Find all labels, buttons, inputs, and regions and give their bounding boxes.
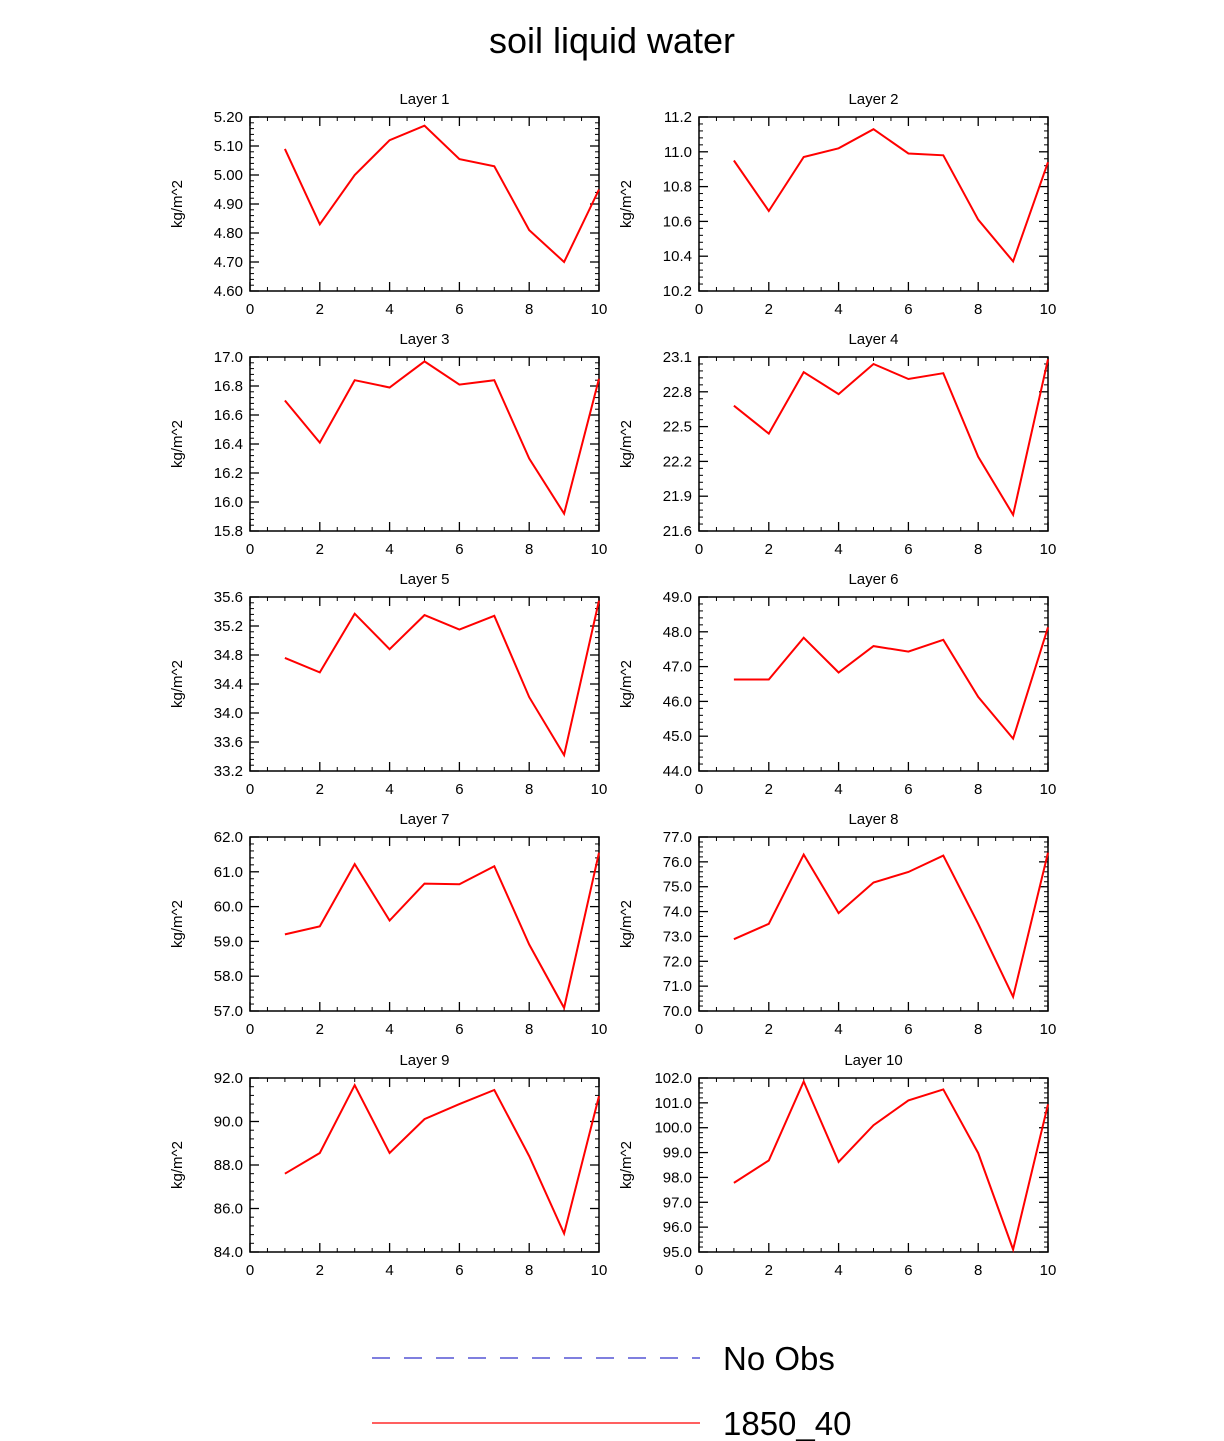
y-tick-label: 44.0 [662, 763, 692, 780]
x-tick-label: 6 [455, 1021, 464, 1038]
y-tick-label: 4.70 [213, 254, 243, 271]
x-tick-label: 0 [245, 1262, 255, 1279]
x-tick-label: 6 [904, 781, 913, 798]
y-tick-label: 88.0 [213, 1157, 243, 1174]
y-tick-label: 75.0 [662, 878, 692, 896]
x-tick-label: 0 [694, 541, 704, 558]
plot-frame [699, 1078, 1048, 1252]
y-tick-label: 10.4 [662, 248, 692, 266]
y-tick-label: 21.9 [662, 488, 692, 506]
subplot-layer-8 [618, 811, 1056, 1038]
subplot-layer-3 [169, 331, 607, 558]
y-axis-label: kg/m^2 [169, 420, 186, 468]
y-tick-label: 84.0 [213, 1244, 243, 1261]
x-tick-label: 2 [764, 1262, 773, 1279]
plot-frame [699, 597, 1048, 771]
subplot-title: Layer 7 [399, 811, 450, 828]
x-tick-label: 6 [904, 1262, 913, 1279]
x-tick-label: 10 [1039, 1021, 1057, 1038]
x-tick-label: 10 [1039, 301, 1057, 318]
y-tick-label: 5.00 [213, 167, 243, 184]
x-tick-label: 6 [455, 301, 464, 318]
x-tick-label: 4 [385, 541, 394, 558]
plot-frame [250, 597, 599, 771]
y-tick-label: 73.0 [662, 928, 692, 946]
subplot-title: Layer 9 [399, 1052, 450, 1069]
subplot-layer-2 [618, 91, 1056, 318]
subplot-layer-10 [618, 1052, 1056, 1279]
y-tick-label: 86.0 [213, 1200, 243, 1218]
x-tick-label: 8 [525, 1021, 534, 1038]
subplot-title: Layer 3 [399, 331, 450, 348]
y-tick-label: 98.0 [662, 1169, 692, 1187]
series-line [734, 1082, 1048, 1250]
y-tick-label: 61.0 [213, 863, 243, 881]
x-tick-label: 4 [834, 1262, 843, 1279]
plot-frame [699, 357, 1048, 531]
x-tick-label: 2 [315, 781, 324, 798]
y-tick-label: 10.2 [662, 283, 692, 300]
x-tick-label: 2 [764, 781, 773, 798]
y-tick-label: 10.6 [662, 213, 692, 231]
subplot-layer-9 [169, 1052, 607, 1279]
series-line [734, 853, 1048, 997]
y-tick-label: 76.0 [662, 853, 692, 871]
y-tick-label: 45.0 [662, 728, 692, 746]
x-tick-label: 6 [455, 1262, 464, 1279]
y-tick-label: 5.20 [213, 109, 243, 126]
y-tick-label: 57.0 [213, 1003, 243, 1020]
y-tick-label: 74.0 [662, 903, 692, 921]
plot-frame [250, 1078, 599, 1252]
y-tick-label: 16.4 [213, 436, 243, 453]
x-tick-label: 2 [315, 1262, 324, 1279]
x-tick-label: 10 [590, 541, 608, 558]
x-tick-label: 6 [904, 301, 913, 318]
y-tick-label: 34.8 [213, 647, 243, 664]
y-tick-label: 33.2 [213, 763, 243, 780]
subplot-title: Layer 4 [848, 331, 899, 348]
x-tick-label: 4 [385, 1262, 394, 1279]
y-tick-label: 59.0 [213, 933, 243, 951]
legend-label-1: No Obs [723, 1340, 835, 1377]
plot-frame [699, 837, 1048, 1011]
subplot-layer-6 [618, 571, 1056, 798]
y-tick-label: 58.0 [213, 968, 243, 986]
y-tick-label: 100.0 [654, 1119, 692, 1137]
legend [372, 1340, 851, 1441]
y-axis-label: kg/m^2 [618, 660, 635, 708]
x-tick-label: 6 [904, 1021, 913, 1038]
y-tick-label: 72.0 [662, 953, 692, 971]
y-tick-label: 4.90 [213, 196, 243, 213]
y-tick-label: 70.0 [662, 1003, 692, 1020]
x-tick-label: 0 [694, 1262, 704, 1279]
y-tick-label: 96.0 [662, 1219, 692, 1237]
y-tick-label: 4.80 [213, 225, 243, 242]
y-axis-label: kg/m^2 [618, 1141, 635, 1189]
y-tick-label: 5.10 [213, 138, 243, 155]
y-tick-label: 97.0 [662, 1194, 692, 1212]
y-tick-label: 16.6 [213, 407, 243, 424]
y-axis-label: kg/m^2 [618, 180, 635, 228]
x-tick-label: 10 [590, 781, 608, 798]
x-tick-label: 10 [1039, 541, 1057, 558]
series-line [285, 361, 599, 513]
subplot-layer-7 [169, 811, 607, 1038]
x-tick-label: 4 [834, 541, 843, 558]
x-tick-label: 6 [455, 781, 464, 798]
x-tick-label: 2 [315, 541, 324, 558]
y-tick-label: 99.0 [662, 1144, 692, 1162]
subplot-title: Layer 5 [399, 571, 450, 588]
subplot-title: Layer 8 [848, 811, 899, 828]
x-tick-label: 8 [974, 781, 983, 798]
subplot-title: Layer 1 [399, 91, 450, 108]
series-line [734, 129, 1048, 261]
series-line [734, 359, 1048, 515]
y-tick-label: 11.0 [663, 143, 692, 161]
subplot-title: Layer 2 [848, 91, 899, 108]
series-line [285, 1085, 599, 1233]
y-tick-label: 35.2 [213, 618, 243, 635]
y-tick-label: 34.0 [213, 705, 243, 722]
y-axis-label: kg/m^2 [618, 900, 635, 948]
x-tick-label: 4 [834, 781, 843, 798]
x-tick-label: 0 [245, 541, 255, 558]
x-tick-label: 0 [694, 301, 704, 318]
x-tick-label: 4 [385, 1021, 394, 1038]
x-tick-label: 2 [315, 1021, 324, 1038]
plot-frame [250, 117, 599, 291]
y-tick-label: 15.8 [213, 523, 243, 540]
subplot-layer-4 [618, 331, 1056, 558]
subplot-title: Layer 10 [844, 1052, 903, 1069]
y-tick-label: 11.2 [663, 109, 692, 126]
y-tick-label: 102.0 [654, 1070, 692, 1087]
series-line [285, 601, 599, 756]
plot-frame [699, 117, 1048, 291]
y-axis-label: kg/m^2 [169, 900, 186, 948]
subplot-layer-1 [169, 91, 607, 318]
y-tick-label: 77.0 [662, 829, 692, 846]
y-tick-label: 48.0 [662, 623, 692, 641]
y-tick-label: 10.8 [662, 178, 692, 196]
plot-frame [250, 357, 599, 531]
y-tick-label: 90.0 [213, 1113, 243, 1131]
subplot-layer-5 [169, 571, 607, 798]
y-tick-label: 21.6 [662, 523, 692, 540]
x-tick-label: 10 [1039, 1262, 1057, 1279]
x-tick-label: 0 [245, 781, 255, 798]
x-tick-label: 8 [525, 781, 534, 798]
y-tick-label: 60.0 [213, 898, 243, 916]
x-tick-label: 4 [385, 301, 394, 318]
y-axis-label: kg/m^2 [169, 660, 186, 708]
x-tick-label: 2 [764, 541, 773, 558]
x-tick-label: 8 [525, 1262, 534, 1279]
y-axis-label: kg/m^2 [618, 420, 635, 468]
y-tick-label: 92.0 [213, 1070, 243, 1087]
x-tick-label: 2 [315, 301, 324, 318]
x-tick-label: 6 [455, 541, 464, 558]
x-tick-label: 10 [590, 1021, 608, 1038]
y-tick-label: 22.2 [662, 453, 692, 471]
x-tick-label: 0 [694, 1021, 704, 1038]
y-tick-label: 35.6 [213, 589, 243, 606]
x-tick-label: 8 [974, 541, 983, 558]
x-tick-label: 10 [590, 1262, 608, 1279]
subplot-title: Layer 6 [848, 571, 899, 588]
y-tick-label: 17.0 [213, 349, 243, 366]
y-tick-label: 16.8 [213, 378, 243, 395]
series-line [734, 627, 1048, 738]
page-title: soil liquid water [488, 20, 736, 61]
y-tick-label: 23.1 [662, 349, 692, 366]
y-tick-label: 95.0 [662, 1244, 692, 1261]
y-tick-label: 62.0 [213, 829, 243, 846]
x-tick-label: 10 [1039, 781, 1057, 798]
legend-label-2: 1850_40 [723, 1405, 852, 1441]
y-tick-label: 16.0 [213, 494, 243, 511]
plot-frame [250, 837, 599, 1011]
y-tick-label: 16.2 [213, 465, 243, 482]
y-tick-label: 49.0 [662, 589, 692, 606]
y-tick-label: 47.0 [662, 658, 692, 676]
x-tick-label: 10 [590, 301, 608, 318]
y-tick-label: 4.60 [213, 283, 243, 300]
x-tick-label: 8 [974, 301, 983, 318]
x-tick-label: 4 [834, 301, 843, 318]
x-tick-label: 8 [525, 541, 534, 558]
x-tick-label: 2 [764, 1021, 773, 1038]
x-tick-label: 0 [245, 301, 255, 318]
y-axis-label: kg/m^2 [169, 180, 186, 228]
x-tick-label: 4 [385, 781, 394, 798]
y-tick-label: 34.4 [213, 676, 243, 693]
y-tick-label: 71.0 [662, 978, 692, 996]
y-tick-label: 22.8 [662, 383, 692, 401]
y-tick-label: 46.0 [662, 693, 692, 711]
x-tick-label: 0 [245, 1021, 255, 1038]
x-tick-label: 8 [974, 1262, 983, 1279]
x-tick-label: 8 [525, 301, 534, 318]
y-axis-label: kg/m^2 [169, 1141, 186, 1189]
series-line [285, 853, 599, 1008]
x-tick-label: 8 [974, 1021, 983, 1038]
x-tick-label: 4 [834, 1021, 843, 1038]
y-tick-label: 33.6 [213, 734, 243, 751]
x-tick-label: 2 [764, 301, 773, 318]
x-tick-label: 0 [694, 781, 704, 798]
y-tick-label: 22.5 [662, 418, 692, 436]
series-line [285, 126, 599, 262]
y-tick-label: 101.0 [654, 1094, 692, 1112]
x-tick-label: 6 [904, 541, 913, 558]
